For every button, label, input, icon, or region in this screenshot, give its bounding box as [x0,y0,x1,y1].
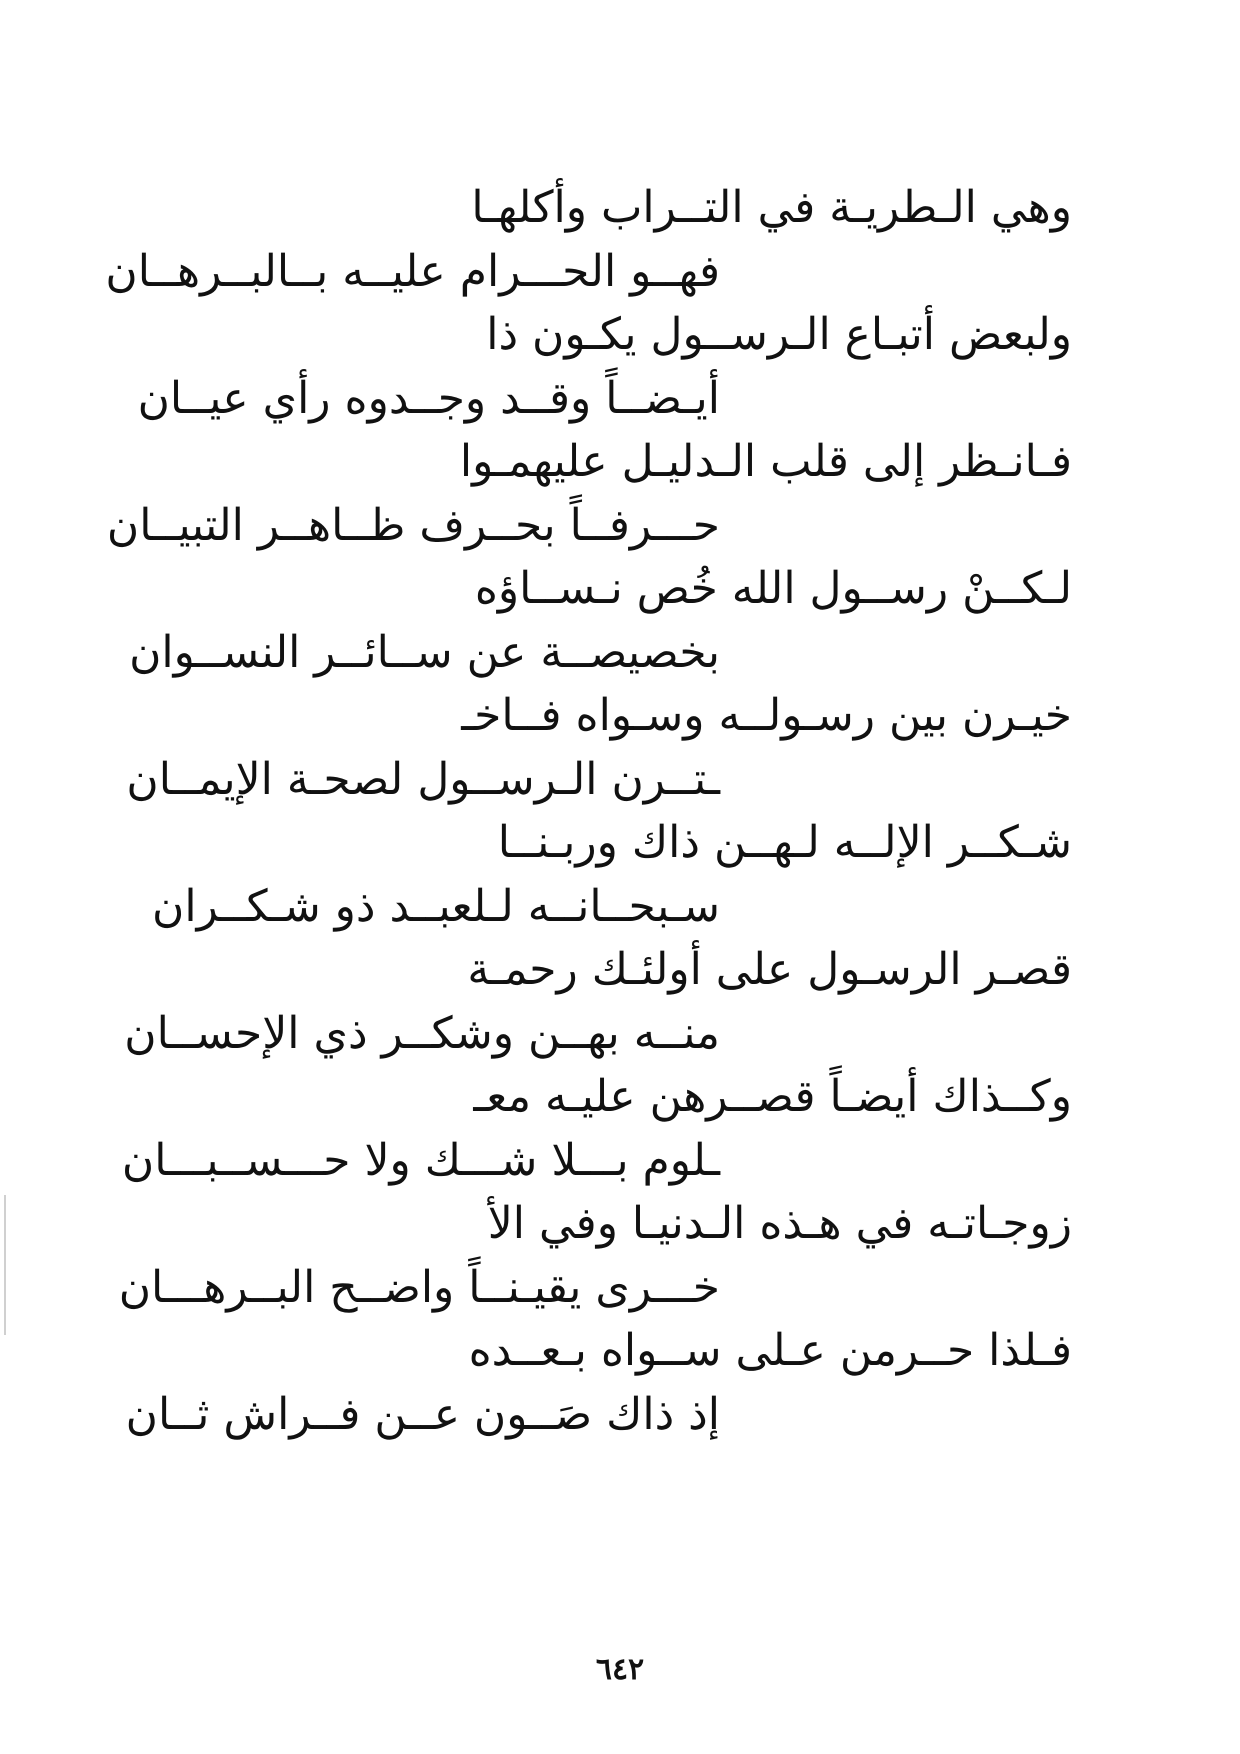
verse-first-hemistich: وهي الـطريـة في التــراب وأكلهـا [471,182,1072,233]
page-number: ٦٤٢ [595,1652,645,1687]
verse-second-hemistich: حـــرفــاً بحــرف ظــاهــر التبيــان [106,499,720,551]
verse-second-hemistich: منــه بهــن وشكــر ذي الإحســان [124,1007,720,1059]
verse-first-hemistich: فـانـظر إلى قلب الـدليـل عليهمـوا [459,436,1072,487]
scan-edge-mark [4,1195,6,1335]
verse-second-hemistich: فهــو الحـــرام عليــه بــالبــرهــان [105,245,720,297]
verse-second-hemistich: سـبحــانــه لـلعبــد ذو شـكــران [152,880,720,932]
verse-first-hemistich: شـكــر الإلــه لـهــن ذاك وربـنــا [497,817,1072,868]
verse-second-hemistich: ـتــرن الـرســول لصحـة الإيمــان [126,753,720,805]
verse-first-hemistich: ولبعض أتبـاع الـرســول يكـون ذا [486,309,1072,360]
verse-first-hemistich: زوجـاتـه في هـذه الـدنيـا وفي الأ [487,1198,1072,1249]
verse-first-hemistich: خيـرن بين رسـولــه وسـواه فــاخـ [461,690,1072,741]
verse-second-hemistich: بخصيصــة عن ســائــر النســوان [129,626,720,678]
verse-second-hemistich: ـلوم بـــلا شـــك ولا حـــســبـــان [121,1134,720,1186]
verse-first-hemistich: لـكــنْ رســول الله خُص نـســاؤه [474,563,1072,614]
verse-second-hemistich: خـــرى يقيـنــاً واضــح البــرهـــان [118,1261,720,1313]
verse-second-hemistich: إذ ذاك صَــون عــن فــراش ثــان [125,1388,720,1440]
verse-second-hemistich: أيـضــاً وقــد وجــدوه رأي عيــان [137,372,720,424]
verse-first-hemistich: وكــذاك أيضـاً قصــرهن عليـه معـ [473,1071,1072,1122]
verse-first-hemistich: قصـر الرسـول على أولئـك رحمـة [467,944,1072,995]
verse-first-hemistich: فـلذا حــرمن عـلى ســواه بـعــده [468,1325,1072,1376]
